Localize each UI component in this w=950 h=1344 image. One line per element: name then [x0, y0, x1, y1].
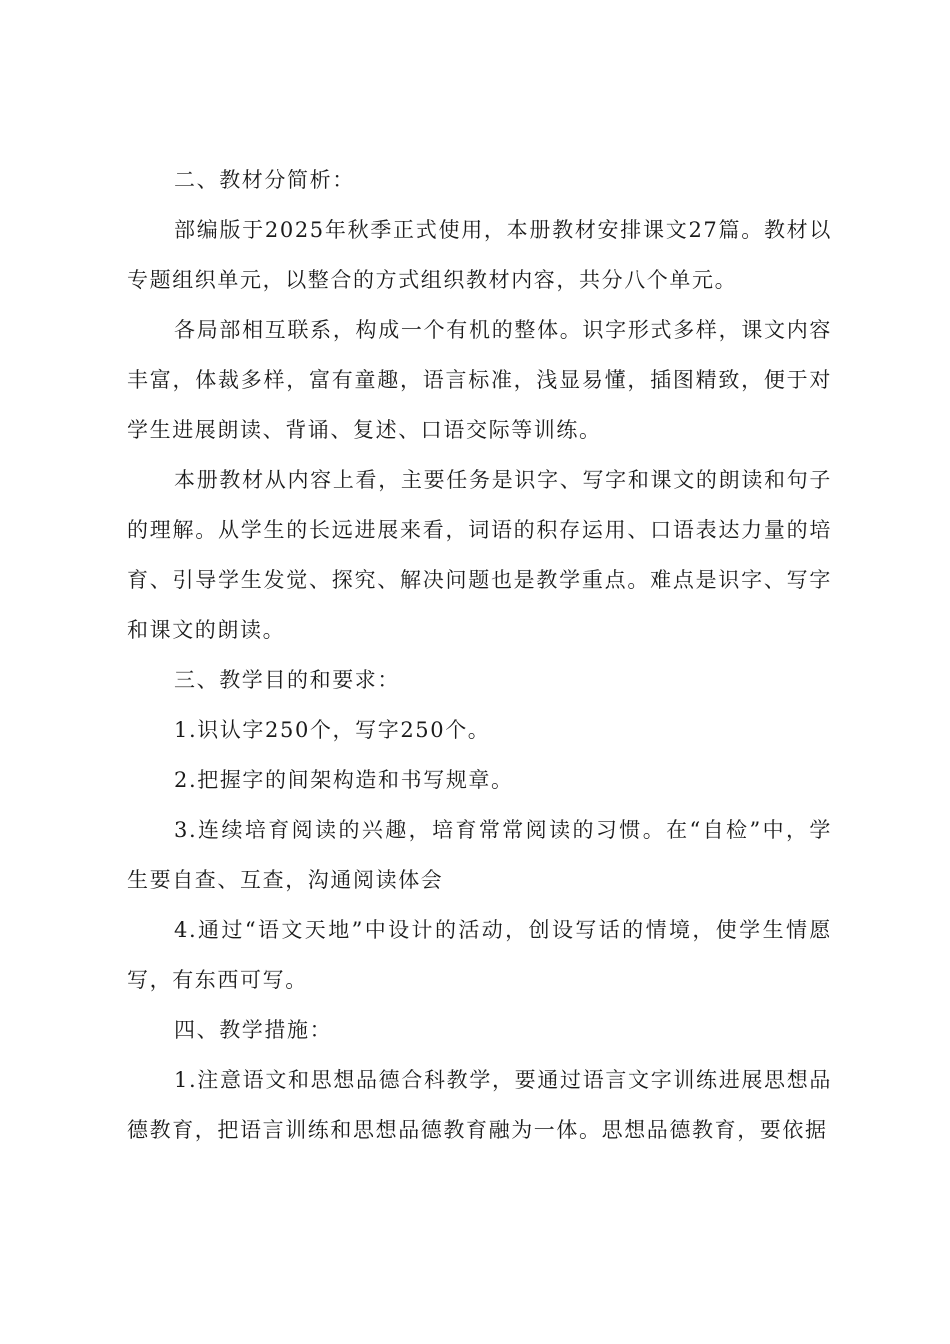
paragraph-unit-connection: 各局部相互联系，构成一个有机的整体。识字形式多样，课文内容丰富，体裁多样，富有童趣，语言标准，浅显易懂，插图精致，便于对学生进展朗读、背诵、复述、口语交际等训练。 [127, 318, 832, 442]
section-heading-teaching-measures: 四、教学措施： [174, 1018, 333, 1042]
document-body [127, 155, 832, 1155]
goal-item-4: 4.通过“语文天地”中设计的活动，创设写话的情境，使学生情愿写，有东西可写。 [127, 918, 832, 992]
paragraph-key-points: 本册教材从内容上看，主要任务是识字、写字和课文的朗读和句子的理解。从学生的长远进展来看，词语的积存运用、口语表达力量的培育、引导学生发觉、探究、解决问题也是教学重点。难点是识字、写字和课文的朗读。 [127, 468, 832, 642]
goal-item-1: 1.识认字250个，写字250个。 [174, 718, 491, 742]
section-heading-teaching-goals: 三、教学目的和要求： [174, 668, 400, 692]
section-heading-textbook-analysis: 二、教材分简析： [174, 168, 355, 192]
goal-item-2: 2.把握字的间架构造和书写规章。 [174, 768, 514, 792]
goal-item-3: 3.连续培育阅读的兴趣，培育常常阅读的习惯。在“自检”中，学生要自查、互查，沟通阅读体会 [127, 818, 832, 892]
measure-item-1: 1.注意语文和思想品德合科教学，要通过语言文字训练进展思想品德教育，把语言训练和思想品德教育融为一体。思想品德教育，要依据 [127, 1068, 832, 1142]
paragraph-edition-intro: 部编版于2025年秋季正式使用，本册教材安排课文27篇。教材以专题组织单元，以整合的方式组织教材内容，共分八个单元。 [127, 218, 832, 292]
